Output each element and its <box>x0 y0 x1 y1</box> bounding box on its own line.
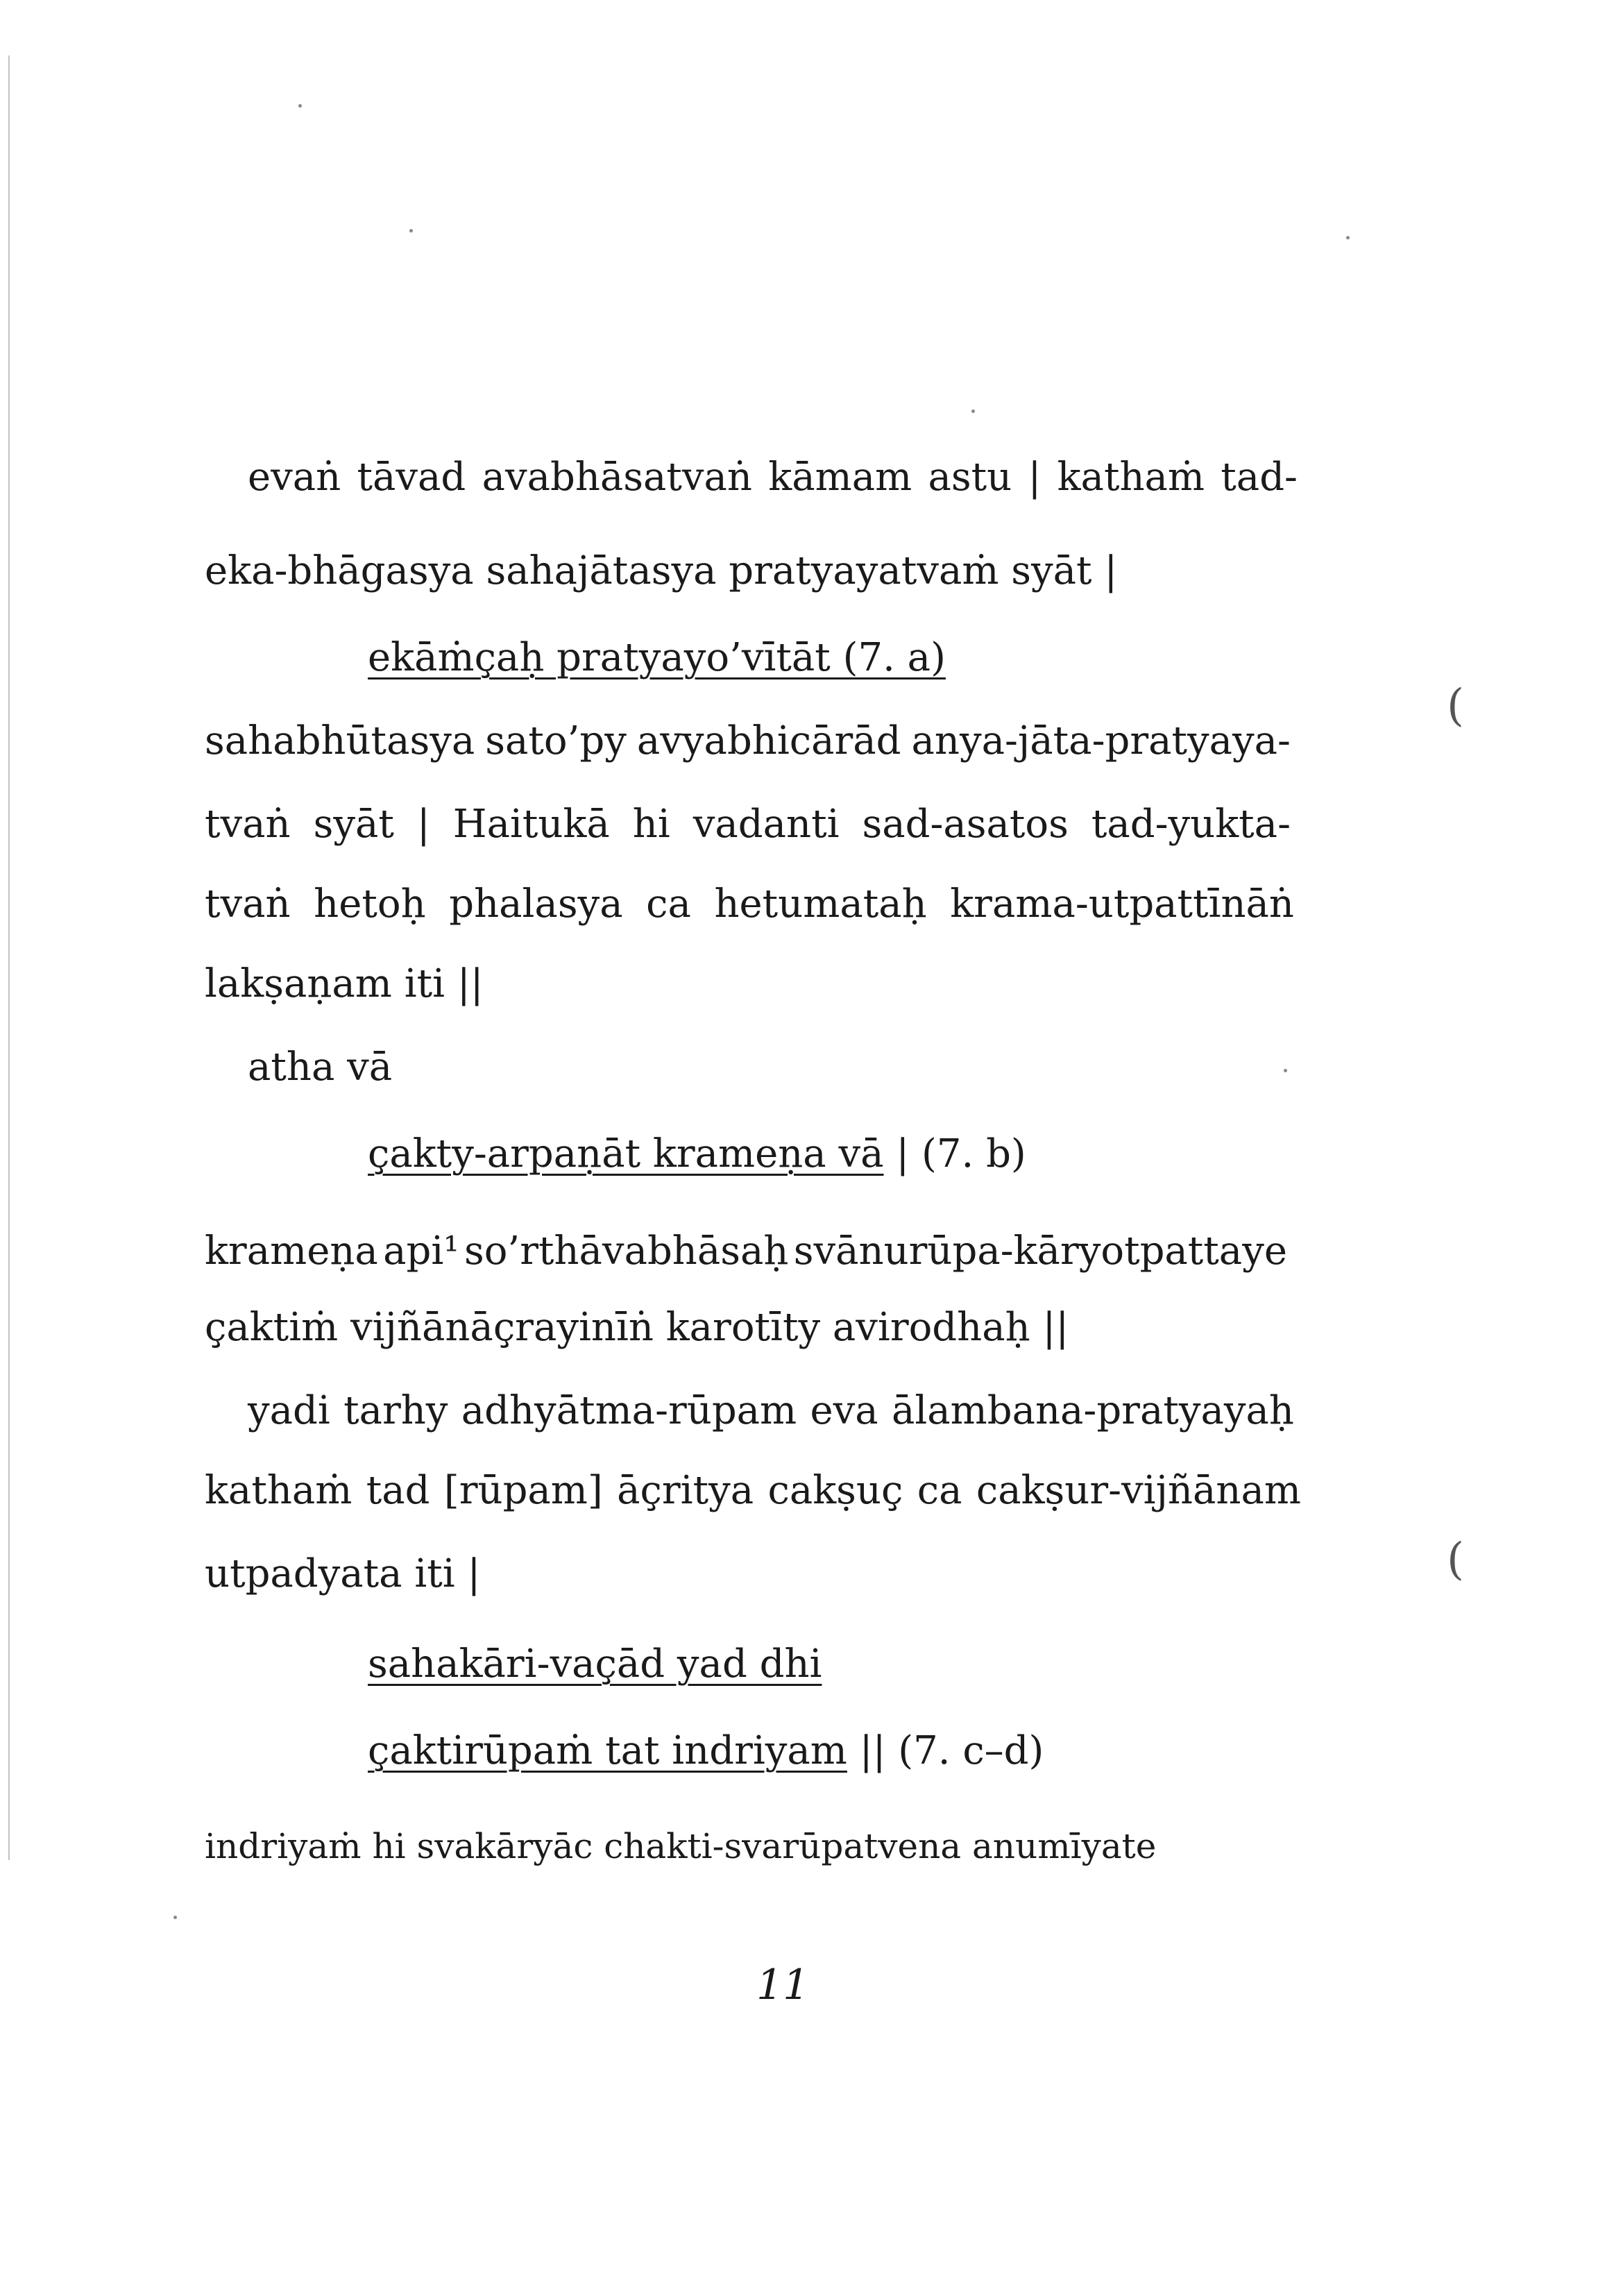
scan-speck <box>971 410 975 413</box>
text-line-5 <box>205 802 1291 847</box>
word: vadanti <box>692 802 840 847</box>
page-number: 11 <box>756 1961 810 2009</box>
word: api¹ <box>383 1229 459 1274</box>
word: sato’py <box>485 718 627 763</box>
word: ca <box>917 1468 962 1513</box>
text-line-6 <box>205 881 1294 927</box>
word: tarhy <box>343 1388 448 1433</box>
verse-line-7b <box>368 1131 1026 1176</box>
margin-mark-2: ( <box>1447 1534 1464 1585</box>
verse-reference: || (7. c–d) <box>847 1728 1044 1773</box>
word: yadi <box>248 1388 330 1433</box>
word: avabhāsatvaṅ <box>482 455 752 500</box>
word: kāmam <box>768 455 912 500</box>
word: avyabhicārād <box>636 718 901 763</box>
word: evaṅ <box>248 455 341 500</box>
word: tvaṅ <box>205 802 291 847</box>
text-line-12 <box>248 1388 1294 1433</box>
text-line-4 <box>205 718 1291 763</box>
scan-speck <box>409 229 413 233</box>
text-line-14: utpadyata iti | <box>205 1551 481 1596</box>
text-line-13 <box>205 1468 1301 1513</box>
word: hetumataḥ <box>714 881 927 927</box>
word: cakṣuç <box>767 1468 903 1513</box>
word: ca <box>646 881 691 927</box>
verse-underlined: çaktirūpaṁ tat indriyam <box>368 1728 847 1773</box>
word: tad-yukta- <box>1091 802 1291 847</box>
scan-speck <box>298 104 302 108</box>
word: Haitukā <box>452 802 610 847</box>
text-line-10 <box>205 1229 1287 1274</box>
word: cakṣur-vijñānam <box>976 1468 1301 1513</box>
word: | <box>416 802 430 847</box>
word: tad- <box>1221 455 1298 500</box>
word: syāt <box>313 802 394 847</box>
word: ālambana-pratyayaḥ <box>891 1388 1294 1433</box>
word: sad-asatos <box>862 802 1069 847</box>
margin-mark-1: ( <box>1447 680 1464 732</box>
word: tvaṅ <box>205 881 291 927</box>
word: tāvad <box>357 455 466 500</box>
word: [rūpam] <box>443 1468 603 1513</box>
word: tad <box>366 1468 430 1513</box>
verse-line-7a: ekāṁçaḥ pratyayo’vītāt (7. a) <box>368 635 946 680</box>
word: anya-jāta-pratyaya- <box>911 718 1291 763</box>
text-line-7: lakṣaṇam iti || <box>205 961 484 1006</box>
word: hetoḥ <box>314 881 426 927</box>
word: krama-utpattīnāṅ <box>950 881 1294 927</box>
verse-underlined: çakty-arpaṇāt krameṇa vā <box>368 1131 884 1176</box>
word: so’rthāvabhāsaḥ <box>464 1229 789 1274</box>
verse-line-7d <box>368 1728 1044 1773</box>
text-line-8: atha vā <box>248 1045 393 1090</box>
word: krameṇa <box>205 1229 378 1274</box>
word: adhyātma-rūpam <box>461 1388 797 1433</box>
text-line-1 <box>248 455 1298 500</box>
scan-edge-line <box>8 56 10 1860</box>
scan-speck <box>1346 236 1350 239</box>
scan-speck <box>173 1916 177 1919</box>
word: astu <box>928 455 1012 500</box>
word: kathaṁ <box>1057 455 1205 500</box>
word: āçritya <box>617 1468 754 1513</box>
word: sahabhūtasya <box>205 718 475 763</box>
word: hi <box>632 802 670 847</box>
scan-speck <box>1284 1069 1287 1072</box>
word: | <box>1028 455 1042 500</box>
word: eva <box>810 1388 878 1433</box>
verse-reference: | (7. b) <box>883 1131 1026 1176</box>
word: phalasya <box>449 881 623 927</box>
text-line-11: çaktiṁ vijñānāçrayinīṅ karotīty avirodhaḥ || <box>205 1305 1069 1350</box>
text-line-17: indriyaṁ hi svakāryāc chakti-svarūpatvena anumīyate <box>205 1826 1157 1866</box>
word: svānurūpa-kāryotpattaye <box>793 1229 1287 1274</box>
word: kathaṁ <box>205 1468 352 1513</box>
verse-line-7c: sahakāri-vaçād yad dhi <box>368 1641 822 1687</box>
text-line-2: eka-bhāgasya sahajātasya pratyayatvaṁ syāt | <box>205 548 1118 593</box>
